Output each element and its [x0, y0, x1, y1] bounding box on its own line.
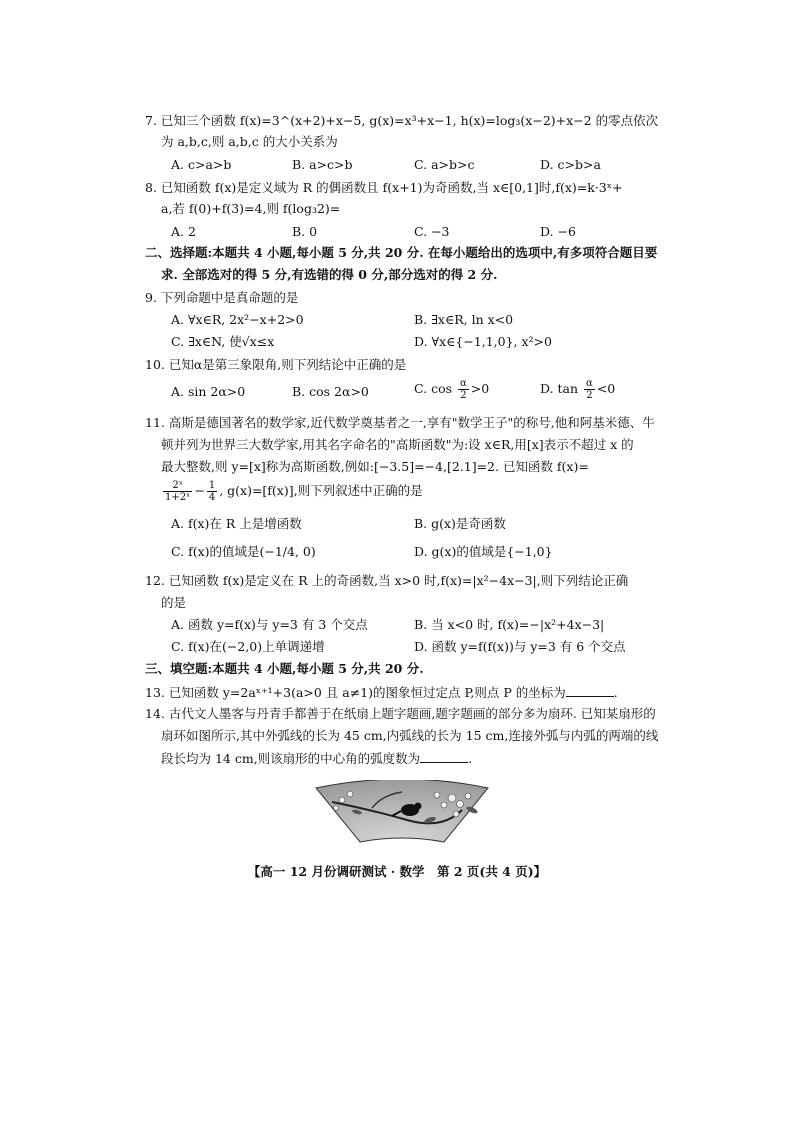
q11-option-c	[171, 544, 316, 560]
q10-option-c	[414, 378, 489, 401]
q10-option-c-fraction-den: 2	[460, 390, 467, 401]
q8-option-b: B. 0	[292, 224, 318, 239]
q13-text: 13. 已知函数 y=2aˣ⁺¹+3(a>0 且 a≠1)的图象恒过定点 P,则点 P 的坐标为	[145, 685, 566, 700]
q14-answer-blank	[420, 750, 468, 763]
q10-option-d-fraction-den: 2	[586, 390, 593, 401]
q12-line1: 12. 已知函数 f(x)是定义在 R 上的奇函数,当 x>0 时,f(x)=|x²−4x−3|,则下列结论正确	[145, 573, 629, 588]
q14-line1: 14. 古代文人墨客与丹青手都善于在纸扇上题字题画,题字题画的部分多为扇环. 已知某扇形的	[145, 706, 656, 721]
q11-line4-rest: , g(x)=[f(x)],则下列叙述中正确的是	[219, 483, 423, 498]
q10-option-b: B. cos 2α>0	[292, 384, 369, 399]
q14-period: .	[468, 751, 473, 766]
q10-option-c-fraction-num: α	[460, 378, 467, 389]
q14-line3	[161, 750, 472, 767]
q9-option-c: C. ∃x∈N, 使√x≤x	[171, 334, 275, 349]
q7-option-a: A. c>a>b	[171, 157, 232, 172]
q11-line4	[161, 480, 423, 503]
q9-stem: 9. 下列命题中是真命题的是	[145, 290, 299, 305]
q9-option-d: D. ∀x∈{−1,1,0}, x²>0	[414, 334, 552, 349]
q11-fraction-2-num: 1	[208, 480, 216, 491]
q10-option-c-label: C. cos	[414, 381, 453, 396]
q10-option-d-fraction-num: α	[586, 378, 593, 389]
q10-option-d-rel: <0	[596, 381, 616, 396]
q11-minus: −	[194, 483, 205, 498]
fan-painting-figure	[312, 780, 492, 850]
q8-option-d: D. −6	[540, 224, 576, 239]
q12-option-d: D. 函数 y=f(f(x))与 y=3 有 6 个交点	[414, 639, 626, 654]
q11-fraction-2-den: 4	[208, 492, 216, 503]
q13-answer-blank	[566, 684, 614, 697]
bird-head-icon	[415, 803, 422, 810]
section2-heading-line2: 求. 全部选对的得 5 分,有选错的得 0 分,部分选对的得 2 分.	[161, 267, 498, 282]
q11-line3: 最大整数,则 y=[x]称为高斯函数,例如:[−3.5]=−4,[2.1]=2. 已知函数 f(x)=	[161, 459, 589, 474]
q11-fraction-1	[163, 480, 192, 503]
section2-heading-line1: 二、选择题:本题共 4 小题,每小题 5 分,共 20 分. 在每小题给出的选项中,有多项符合题目要	[145, 245, 658, 260]
q12-option-a: A. 函数 y=f(x)与 y=3 有 3 个交点	[171, 617, 368, 632]
q7-line2: 为 a,b,c,则 a,b,c 的大小关系为	[161, 134, 338, 149]
q10-stem: 10. 已知α是第三象限角,则下列结论中正确的是	[145, 357, 407, 372]
q7-option-d: D. c>b>a	[540, 157, 601, 172]
q11-option-d: D. g(x)的值域是{−1,0}	[414, 544, 553, 559]
q7-line1: 7. 已知三个函数 f(x)=3^(x+2)+x−5, g(x)=x³+x−1, h(x)=log₃(x−2)+x−2 的零点依次	[145, 113, 659, 128]
q7-option-c: C. a>b>c	[414, 157, 475, 172]
q11-line1: 11. 高斯是德国著名的数学家,近代数学奠基者之一,享有"数学王子"的称号,他和阿基米德、牛	[145, 415, 655, 430]
q11-option-b: B. g(x)是奇函数	[414, 516, 506, 531]
q11-line2: 顿并列为世界三大数学家,用其名字命名的"高斯函数"为:设 x∈R,用[x]表示不超过 x 的	[161, 437, 634, 452]
q9-option-a: A. ∀x∈R, 2x²−x+2>0	[171, 312, 304, 327]
q10-option-c-rel: >0	[470, 381, 490, 396]
q10-option-d-fraction	[584, 378, 595, 401]
q9-option-b: B. ∃x∈R, ln x<0	[414, 312, 514, 327]
q11-fraction-1-den: 1+2ˣ	[165, 492, 191, 503]
q14-line3-text: 段长均为 14 cm,则该扇形的中心角的弧度数为	[161, 751, 421, 766]
section3-heading: 三、填空题:本题共 4 小题,每小题 5 分,共 20 分.	[145, 661, 424, 676]
q8-option-a: A. 2	[171, 224, 196, 239]
q10-option-c-fraction	[458, 378, 469, 401]
q13-period: .	[613, 685, 618, 700]
q12-option-b: B. 当 x<0 时, f(x)=−|x²+4x−3|	[414, 617, 605, 632]
q12-option-c: C. f(x)在(−2,0)上单调递增	[171, 639, 325, 654]
q11-option-c-label: C. f(x)的值域是	[171, 544, 260, 559]
q8-line2: a,若 f(0)+f(3)=4,则 f(log₃2)=	[161, 201, 341, 216]
page-footer: 【高一 12 月份调研测试 · 数学 第 2 页(共 4 页)】	[247, 864, 547, 879]
q12-line2: 的是	[161, 595, 187, 610]
q10-option-d-label: D. tan	[540, 381, 579, 396]
q13-line	[145, 684, 618, 701]
q11-option-c-value: (−1/4, 0)	[259, 544, 316, 559]
q8-option-c: C. −3	[414, 224, 450, 239]
q8-line1: 8. 已知函数 f(x)是定义域为 R 的偶函数且 f(x+1)为奇函数,当 x∈[0,1]时,f(x)=k·3ˣ+	[145, 180, 623, 195]
q11-fraction-1-num: 2ˣ	[163, 480, 192, 492]
q14-line2: 扇环如图所示,其中外弧线的长为 45 cm,内弧线的长为 15 cm,连接外弧与内弧的两端的线	[161, 728, 659, 743]
q11-option-a: A. f(x)在 R 上是增函数	[171, 516, 302, 531]
q10-option-a: A. sin 2α>0	[171, 384, 246, 399]
q7-option-b: B. a>c>b	[292, 157, 353, 172]
q11-fraction-2	[207, 480, 217, 503]
q10-option-d	[540, 378, 615, 401]
